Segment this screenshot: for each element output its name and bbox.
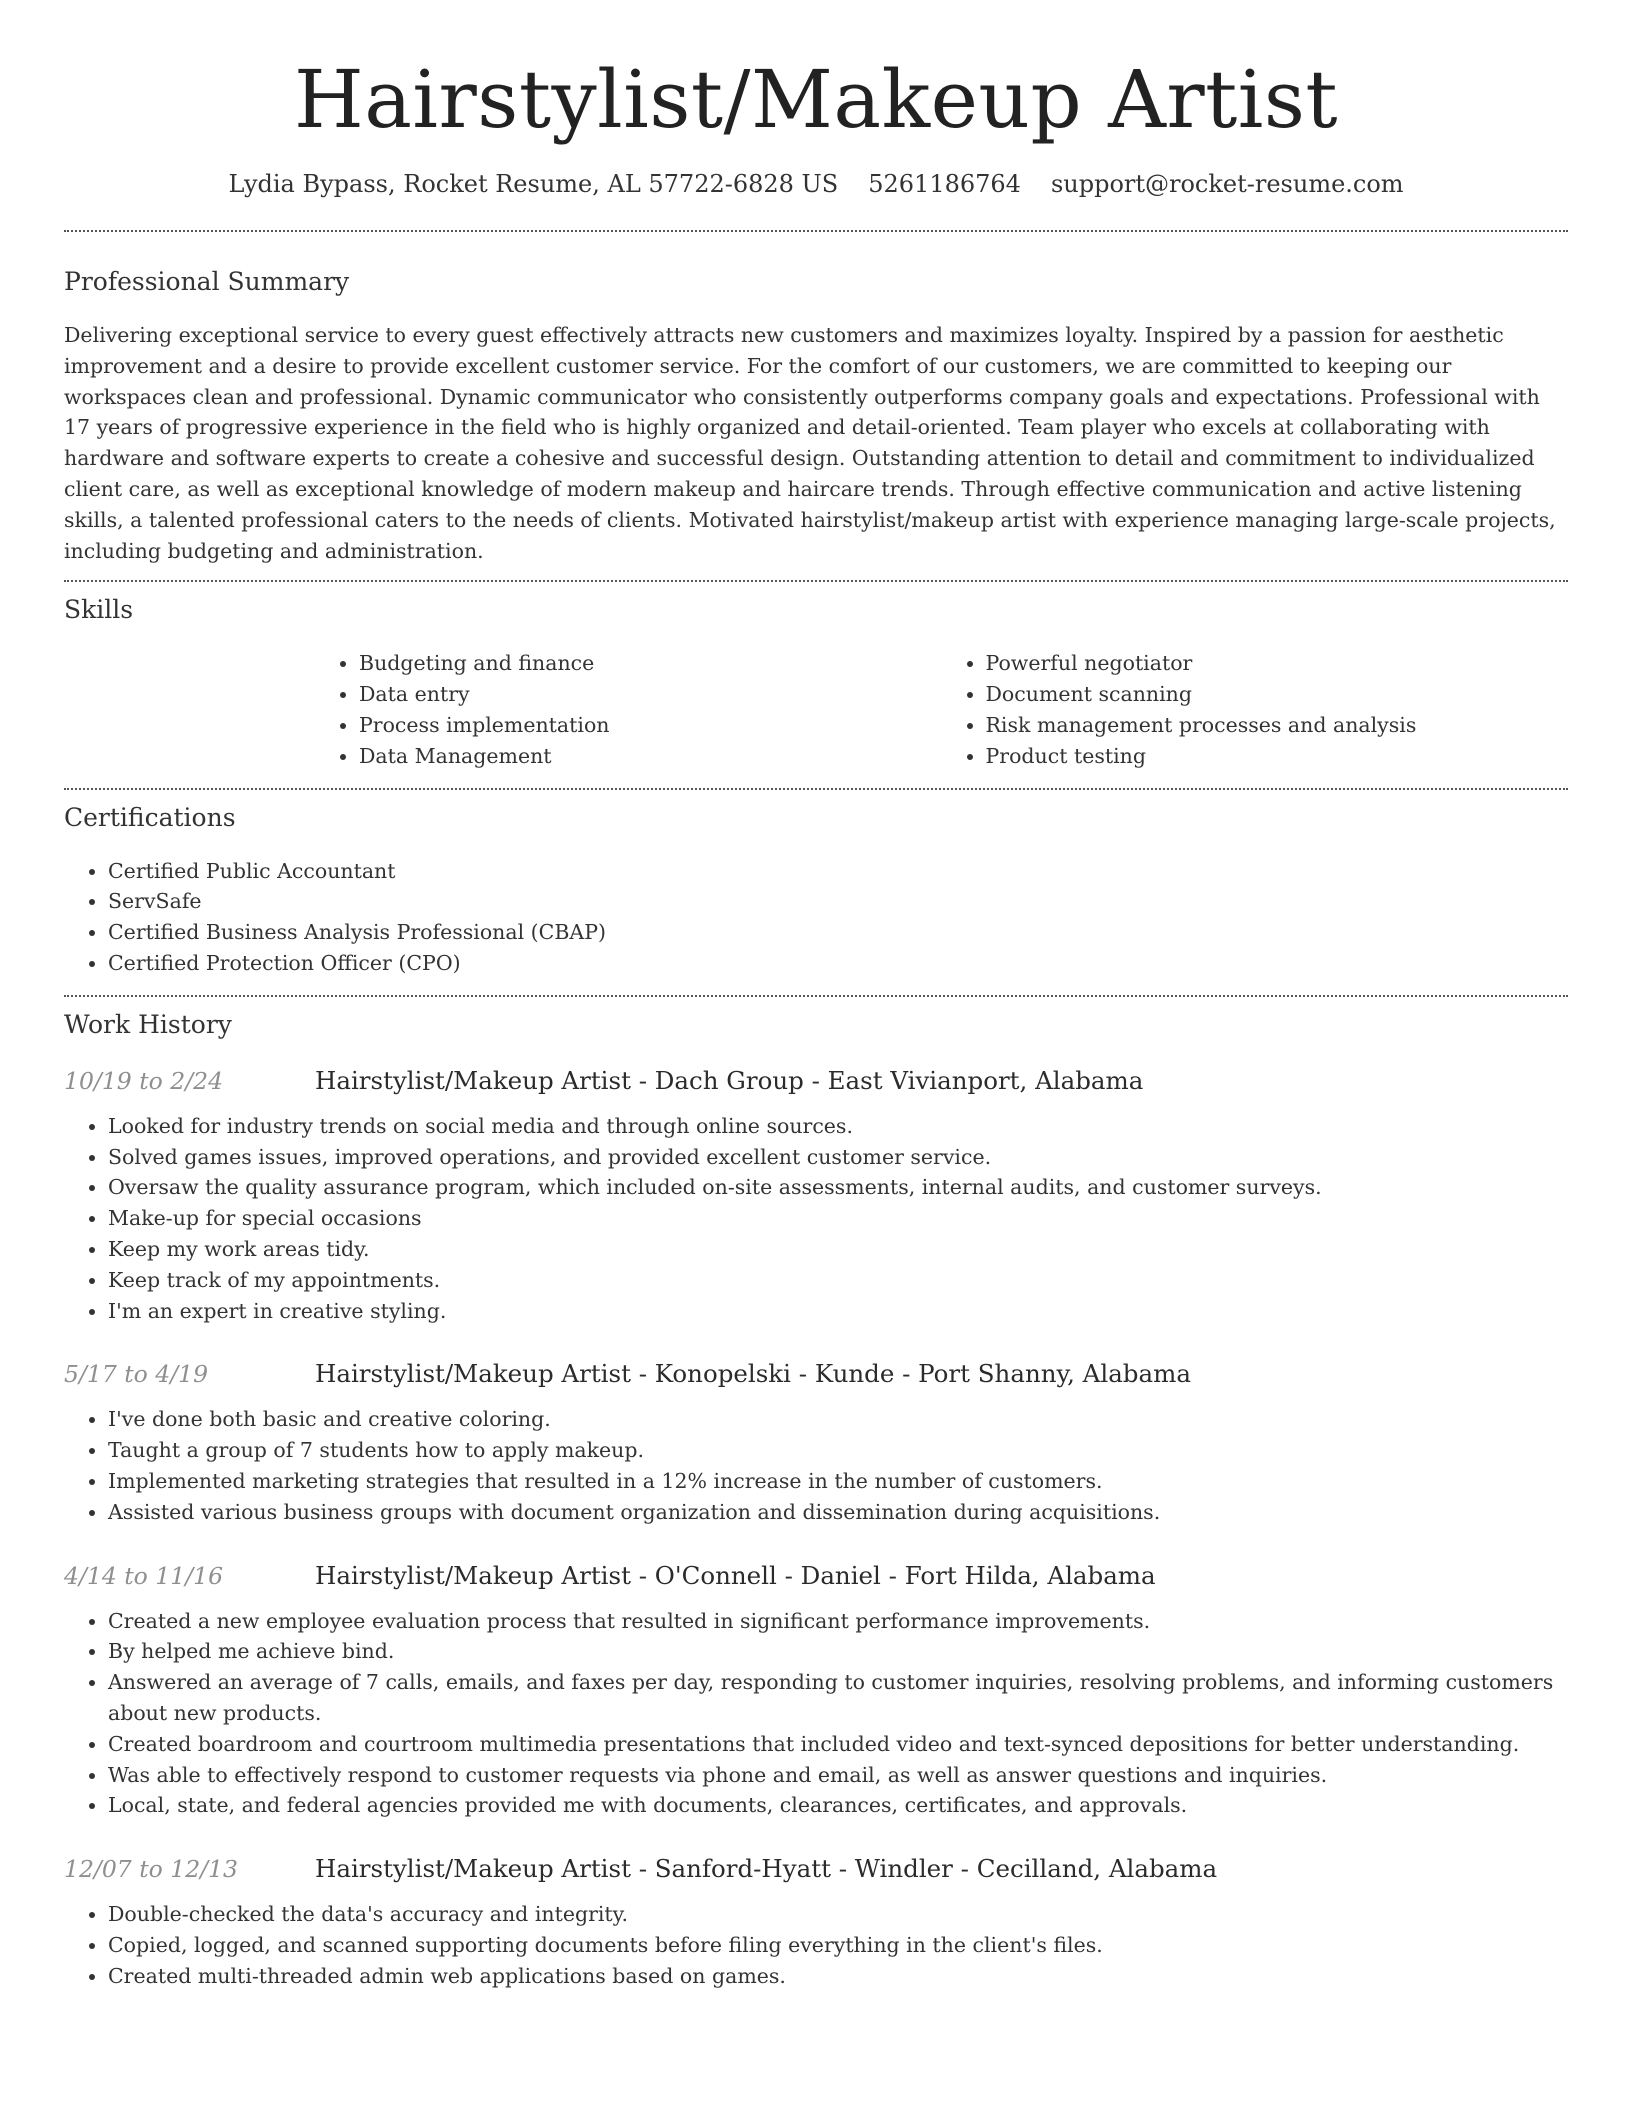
job-header (64, 1560, 1568, 1592)
duty-item: • Local, state, and federal agencies provided me with documents, clearances, certificates, and approvals. (108, 1790, 1568, 1821)
job-title: Hairstylist/Makeup Artist - Sanford-Hyatt - Windler - Cecilland, Alabama (315, 1854, 1218, 1884)
skill-item: • Data entry (359, 679, 942, 710)
certification-item: • Certified Business Analysis Professional (CBAP) (108, 917, 1568, 948)
job-title: Hairstylist/Makeup Artist - O'Connell - Daniel - Fort Hilda, Alabama (315, 1560, 1156, 1590)
duty-item: • I've done both basic and creative coloring. (108, 1404, 1568, 1435)
certification-item: • Certified Protection Officer (CPO) (108, 948, 1568, 979)
job-dates: 10/19 to 2/24 (64, 1066, 224, 1095)
job-dates: 4/14 to 11/16 (64, 1561, 224, 1590)
contact-phone: 5261186764 (868, 170, 1021, 198)
job-entry (64, 1853, 1568, 1991)
skill-item: • Risk management processes and analysis (986, 710, 1569, 741)
skills-list-left (315, 648, 942, 771)
resume-title: Hairstylist/Makeup Artist (293, 53, 1339, 146)
job-duties (64, 1899, 1568, 1991)
certification-item: • ServSafe (108, 886, 1568, 917)
job-duties (64, 1404, 1568, 1527)
skills-list-right (942, 648, 1569, 771)
summary-section (64, 232, 1568, 580)
skill-item: • Document scanning (986, 679, 1569, 710)
skill-item: • Process implementation (359, 710, 942, 741)
job-header (64, 1358, 1568, 1390)
skills-heading: Skills (64, 595, 134, 625)
job-dates: 12/07 to 12/13 (64, 1855, 238, 1884)
duty-item: • Was able to effectively respond to customer requests via phone and email, as well as answer questions and inquiries. (108, 1760, 1568, 1791)
job-title: Hairstylist/Makeup Artist - Dach Group - East Vivianport, Alabama (315, 1065, 1144, 1095)
skill-item: • Budgeting and finance (359, 648, 942, 679)
job-entry (64, 1065, 1568, 1327)
job-entry (64, 1358, 1568, 1527)
certifications-heading: Certifications (64, 802, 236, 832)
job-header (64, 1853, 1568, 1885)
duty-item: • Implemented marketing strategies that resulted in a 12% increase in the number of customers. (108, 1466, 1568, 1497)
duty-item: • Created multi-threaded admin web applications based on games. (108, 1961, 1568, 1992)
skill-item: • Powerful negotiator (986, 648, 1569, 679)
duty-item: • Keep my work areas tidy. (108, 1234, 1568, 1265)
certifications-list (64, 856, 1568, 979)
job-dates: 5/17 to 4/19 (64, 1360, 209, 1389)
job-header (64, 1065, 1568, 1097)
contact-line (64, 168, 1568, 200)
duty-item: • Created a new employee evaluation process that resulted in significant performance improvements. (108, 1606, 1568, 1637)
duty-item: • Taught a group of 7 students how to apply makeup. (108, 1435, 1568, 1466)
duty-item: • Created boardroom and courtroom multimedia presentations that included video and text-synced depositions for better understanding. (108, 1729, 1568, 1760)
duty-item: • I'm an expert in creative styling. (108, 1296, 1568, 1327)
work-heading: Work History (64, 1009, 232, 1039)
contact-address: Lydia Bypass, Rocket Resume, AL 57722-6828 US (228, 170, 839, 198)
duty-item: • Double-checked the data's accuracy and integrity. (108, 1899, 1568, 1930)
duty-item: • Assisted various business groups with document organization and dissemination during acquisitions. (108, 1497, 1568, 1528)
summary-text: Delivering exceptional service to every guest effectively attracts new customers and maximizes loyalty. Inspired by a passion for aesthetic improvement and a desire to provide excellent customer service. For the comfort of our customers, we are committed to keeping our workspaces clean and professional. Dynamic communicator who consistently outperforms company goals and expectations. Professional with 17 years of progressive experience in the field who is highly organized and detail-oriented. Team player who excels at collaborating with hardware and software experts to create a cohesive and successful design. Outstanding attention to detail and commitment to individualized client care, as well as exceptional knowledge of modern makeup and haircare trends. Through effective communication and active listening skills, a talented professional caters to the needs of clients. Motivated hairstylist/makeup artist with experience managing large-scale projects, including budgeting and administration. (64, 323, 1556, 563)
job-duties (64, 1111, 1568, 1327)
duty-item: • By helped me achieve bind. (108, 1636, 1568, 1667)
certification-item: • Certified Public Accountant (108, 856, 1568, 887)
duty-item: • Looked for industry trends on social media and through online sources. (108, 1111, 1568, 1142)
duty-item: • Keep track of my appointments. (108, 1265, 1568, 1296)
duty-item: • Solved games issues, improved operations, and provided excellent customer service. (108, 1142, 1568, 1173)
resume-page (64, 0, 1568, 1991)
certifications-section (64, 790, 1568, 995)
duty-item: • Oversaw the quality assurance program, which included on-site assessments, internal audits, and customer surveys. (108, 1172, 1568, 1203)
job-entry (64, 1560, 1568, 1822)
job-duties (64, 1606, 1568, 1822)
duty-item: • Make-up for special occasions (108, 1203, 1568, 1234)
skills-grid (315, 648, 1568, 771)
contact-email: support@rocket-resume.com (1050, 170, 1404, 198)
duty-item: • Copied, logged, and scanned supporting documents before filing everything in the client's files. (108, 1930, 1568, 1961)
skills-section (64, 582, 1568, 787)
duty-item: • Answered an average of 7 calls, emails, and faxes per day, responding to customer inquiries, resolving problems, and informing customers about new products. (108, 1667, 1568, 1729)
skill-item: • Data Management (359, 741, 942, 772)
job-title: Hairstylist/Makeup Artist - Konopelski - Kunde - Port Shanny, Alabama (315, 1359, 1191, 1389)
skill-item: • Product testing (986, 741, 1569, 772)
work-section (64, 997, 1568, 1992)
summary-heading: Professional Summary (64, 267, 350, 296)
